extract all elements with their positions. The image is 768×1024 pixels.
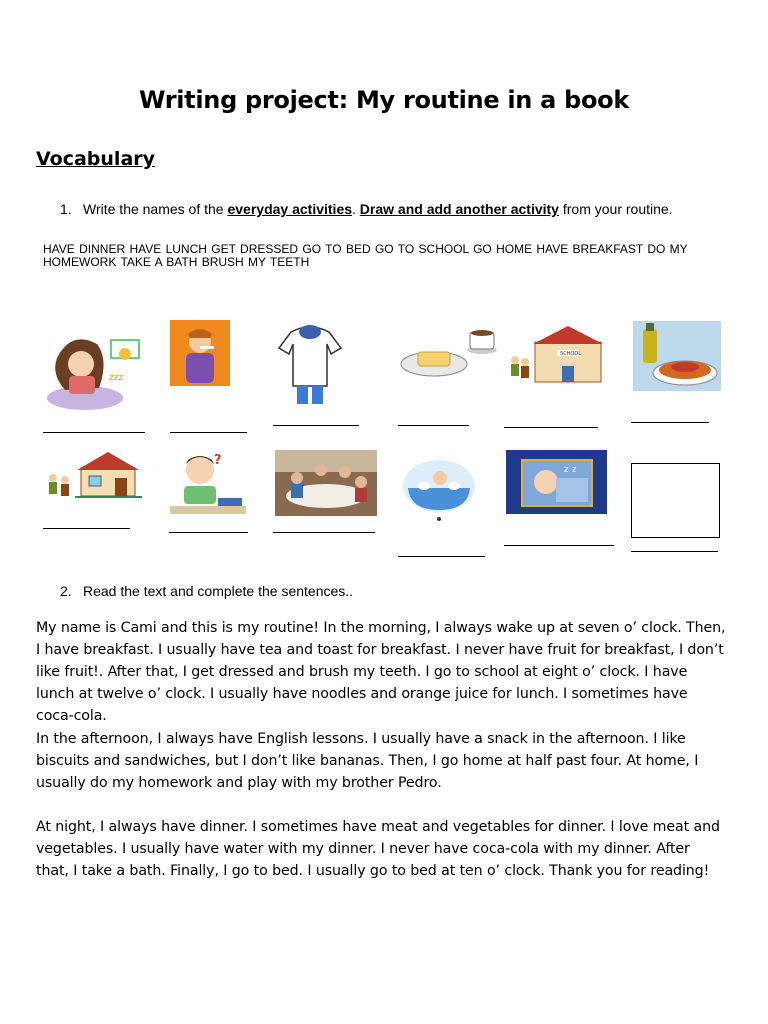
brush-teeth-picture — [170, 320, 230, 386]
answer-line[interactable] — [504, 427, 598, 428]
instruction-text: Write the names of the — [83, 201, 228, 217]
instruction-text: Read the text and complete the sentences.. — [83, 583, 354, 599]
homework-picture — [170, 450, 246, 516]
instruction-number: 1. — [60, 201, 72, 217]
answer-line[interactable] — [631, 422, 709, 423]
instruction-2 — [60, 583, 353, 599]
paragraph-afternoon: In the afternoon, I always have English lessons. I usually have a snack in the afternoon. I like biscuits and sandwiches, but I don’t like bananas. Then, I go home at half past four. At home, I usually do my homework and play with my brother Pedro. — [36, 731, 699, 791]
bath-picture — [402, 458, 476, 524]
instruction-emphasis: Draw and add another activity — [359, 201, 559, 217]
svg-text:z z: z z — [564, 465, 577, 475]
answer-line[interactable] — [631, 551, 718, 552]
go-home-picture — [45, 450, 142, 500]
answer-line[interactable] — [273, 532, 375, 533]
svg-text:SCHOOL: SCHOOL — [560, 351, 582, 357]
answer-line[interactable] — [398, 556, 485, 557]
instruction-emphasis: everyday activities — [227, 201, 353, 217]
answer-line[interactable] — [398, 425, 469, 426]
page-title: Writing project: My routine in a book — [138, 86, 630, 114]
instruction-text: from your routine. — [558, 201, 673, 217]
answer-line[interactable] — [169, 532, 248, 533]
go-to-school-picture — [505, 320, 603, 384]
answer-line[interactable] — [43, 528, 130, 529]
wake-up-picture — [43, 330, 143, 410]
answer-line[interactable] — [504, 545, 614, 546]
instruction-number: 2. — [60, 583, 72, 599]
paragraph-night: At night, I always have dinner. I sometimes have meat and vegetables for dinner. I love meat and vegetables. I usually have water with my dinner. I never have coca-cola with my dinner. After that, I take a bath. Finally, I go to bed. I usually go to bed at ten o’ clock. Thank you for reading! — [36, 819, 720, 879]
family-dinner-picture — [275, 450, 377, 516]
svg-text:zzz: zzz — [109, 373, 124, 383]
answer-line[interactable] — [273, 425, 359, 426]
answer-line[interactable] — [43, 432, 145, 433]
breakfast-picture — [400, 322, 498, 380]
svg-text:?: ? — [214, 453, 222, 468]
answer-line[interactable] — [170, 432, 247, 433]
paragraph-morning: My name is Cami and this is my routine! In the morning, I always wake up at seven o’ clock. Then, I have breakfast. I usually have tea and toast for breakfast. I never have fruit for breakfast, I don’t like fruit!. After that, I get dressed and brush my teeth. I go to school at eight o’ clock. I have lunch at twelve o’ clock. I usually have noodles and orange juice for lunch. I sometimes have coca-cola. — [36, 620, 726, 724]
dinner-food-picture — [633, 321, 721, 391]
section-heading-vocabulary: Vocabulary — [36, 148, 156, 170]
instruction-text: . — [352, 201, 360, 217]
blank-drawing-box[interactable] — [631, 463, 720, 538]
instruction-1 — [60, 201, 673, 217]
sleeping-picture — [506, 450, 607, 514]
word-bank: HAVE DINNER HAVE LUNCH GET DRESSED GO TO BED GO TO SCHOOL GO HOME HAVE BREAKFAST DO MY HOMEWORK TAKE A BATH BRUSH MY TEETH — [43, 242, 688, 269]
get-dressed-picture — [275, 322, 345, 406]
